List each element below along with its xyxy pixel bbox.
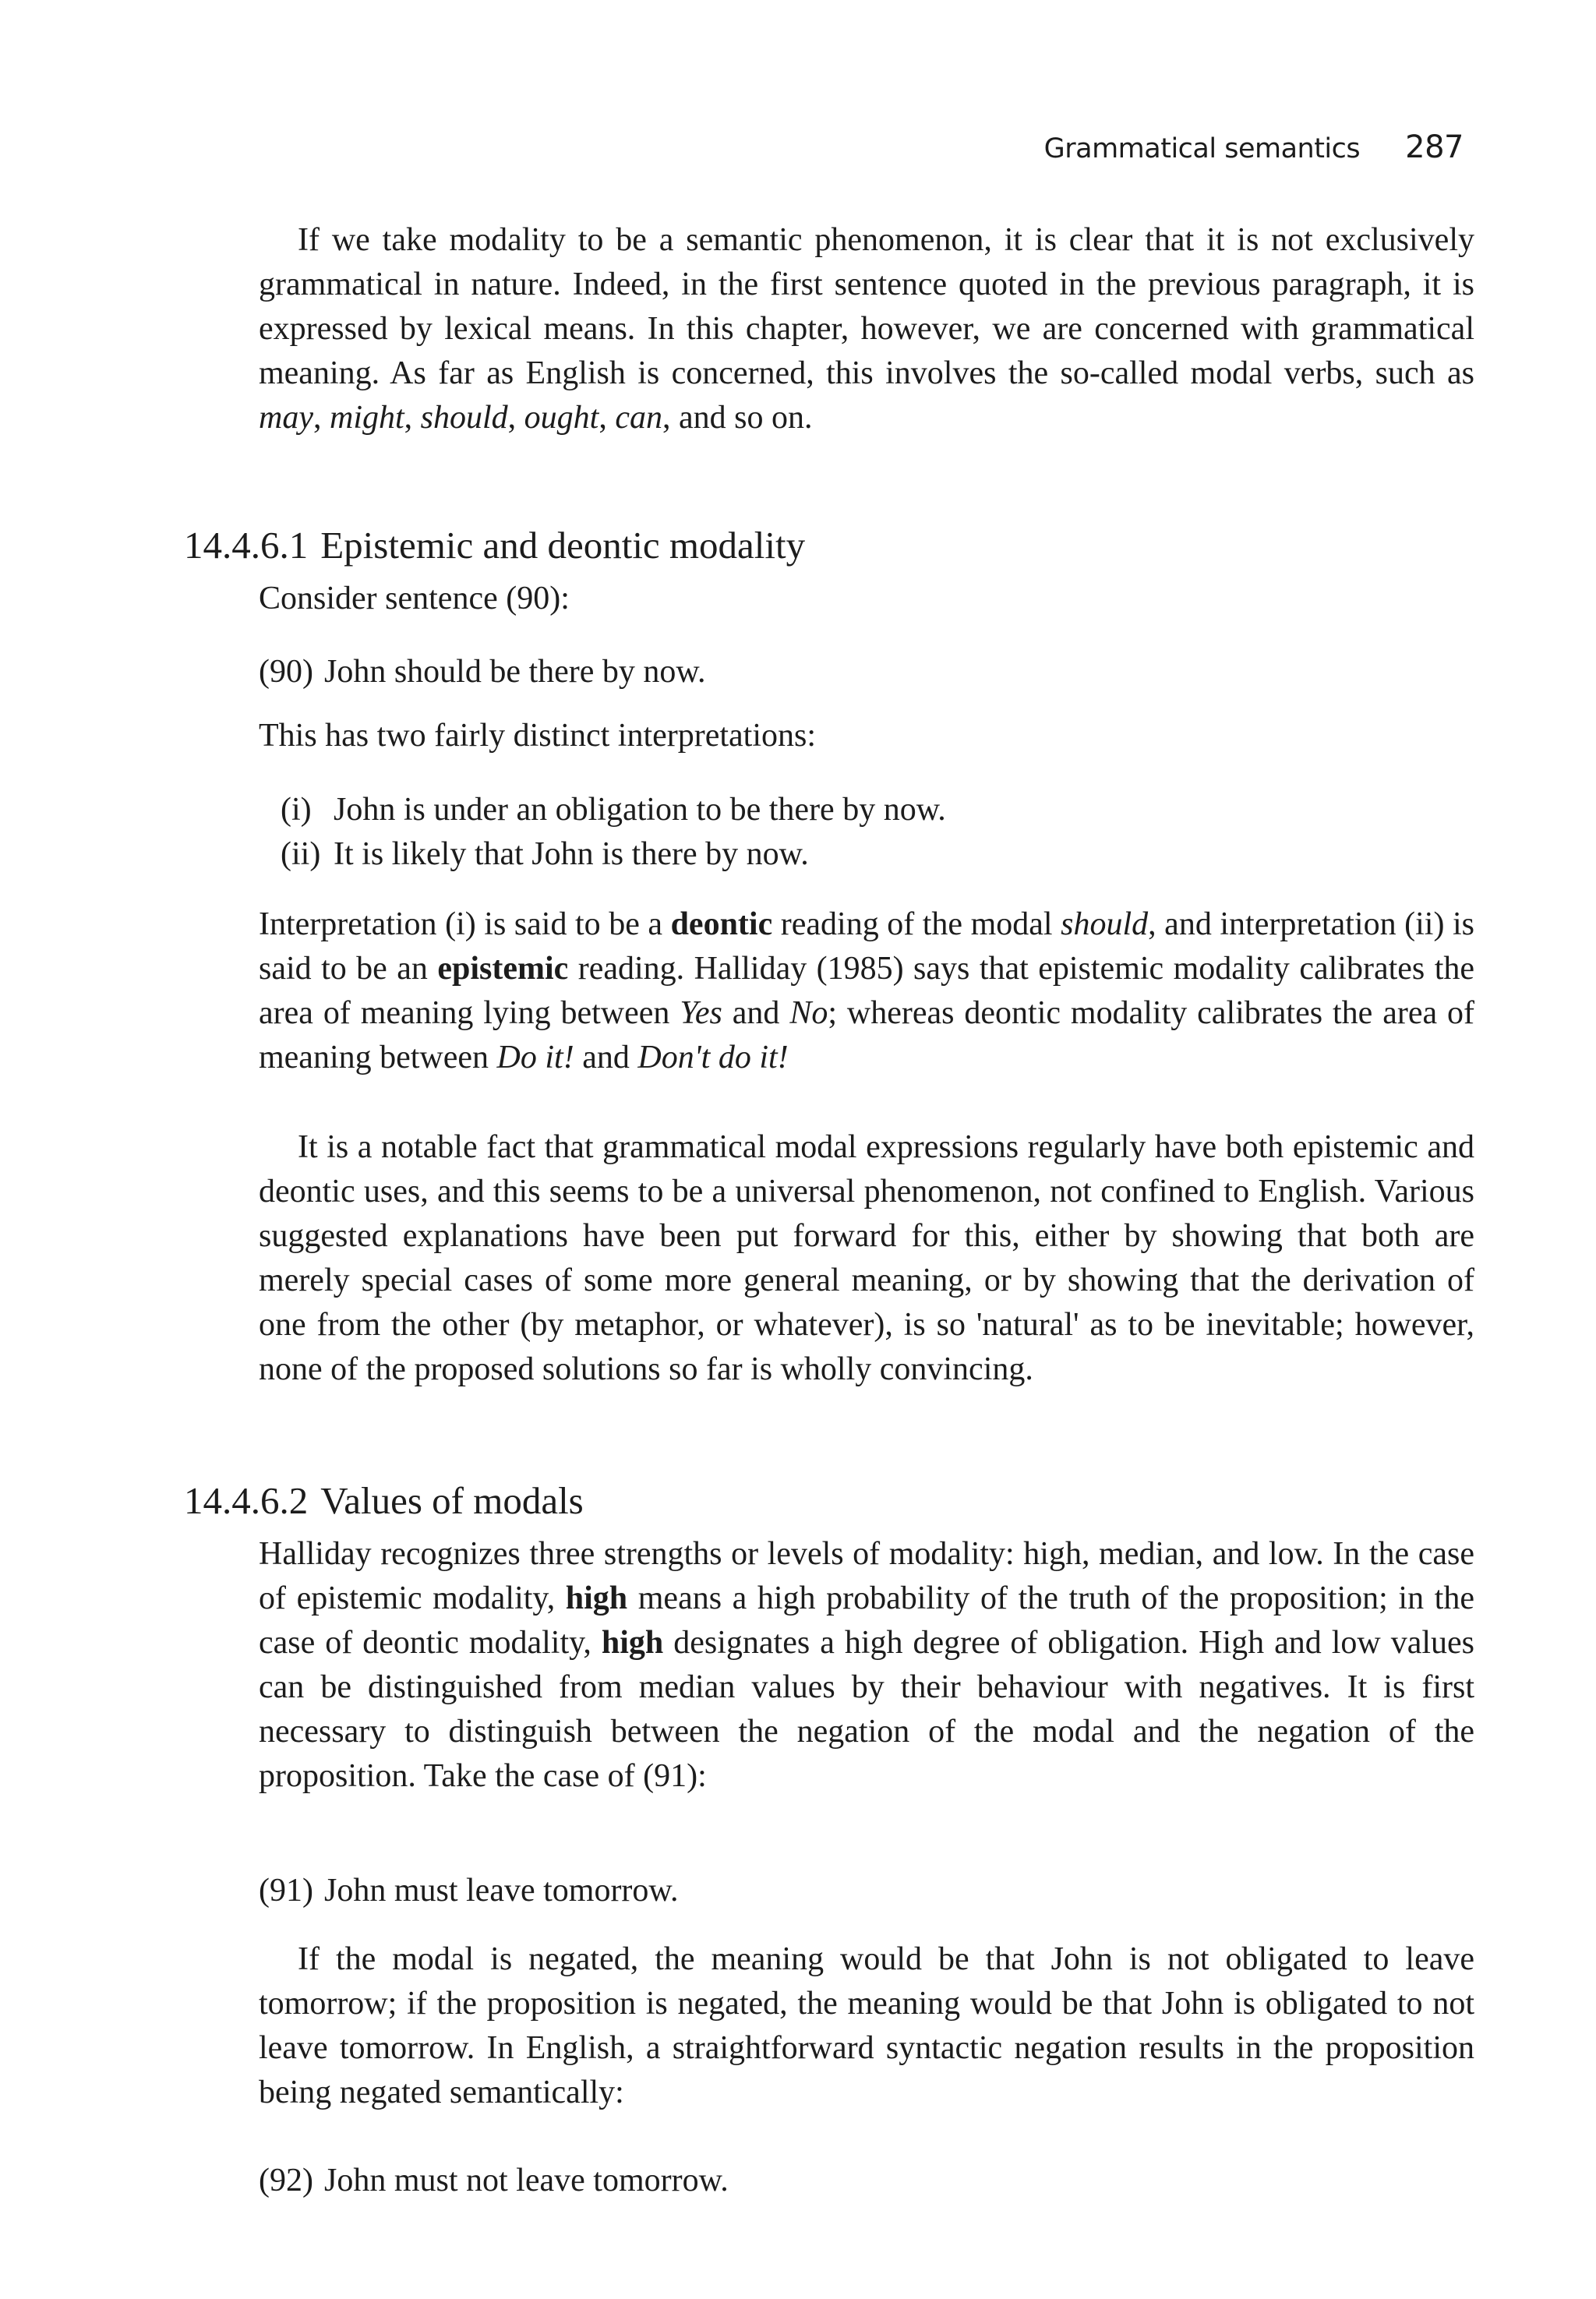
example-number: (92): [259, 2163, 313, 2198]
italic-do-it: Do it!: [496, 1040, 574, 1075]
interpretation-label: (ii): [281, 836, 321, 872]
running-head-title: Grammatical semantics: [1043, 133, 1361, 164]
interpretation-text: John is under an obligation to be there by now.: [334, 792, 946, 828]
para2-text: and: [722, 995, 790, 1031]
interpretation-label: (i): [281, 792, 312, 828]
paragraph-values-of-modals: [259, 1532, 1474, 1799]
section-title: Epistemic and deontic modality: [320, 524, 806, 567]
paragraph-modality-intro: [259, 218, 1474, 440]
term-deontic: deontic: [670, 906, 773, 942]
para1-end: , and so on.: [662, 400, 813, 436]
paragraph-negation: [259, 1937, 1474, 2115]
para2-text: reading. Halliday (1985) says that epistemic modality calibrates the area of meaning lying between: [259, 951, 1475, 1031]
para2-text: ; whereas deontic modality calibrates the area of meaning between: [259, 995, 1475, 1075]
para2-text: and: [574, 1040, 638, 1075]
italic-no: No: [789, 995, 828, 1031]
section-heading-values-of-modals: [184, 1478, 584, 1524]
interpretation-item: [281, 832, 809, 877]
modal-should: should: [420, 400, 508, 436]
interpretations-intro-text: This has two fairly distinct interpretations:: [259, 718, 817, 754]
example-number: (91): [259, 1873, 313, 1909]
interpretations-intro: [259, 714, 1474, 758]
term-high: high: [601, 1625, 664, 1661]
section-number: 14.4.6.1: [184, 524, 309, 567]
para4-text: designates a high degree of obligation. High and low values can be distinguished from median values by their behaviour with negatives. It is first necessary to distinguish between the negation of the modal and the negation of the proposition. Take the case of (91):: [259, 1625, 1474, 1794]
para1-sep: ,: [312, 400, 330, 436]
consider-sentence-90: [259, 577, 1474, 621]
italic-yes: Yes: [680, 995, 722, 1031]
para1-sep: ,: [598, 400, 616, 436]
paragraph-universal-phenomenon: [259, 1125, 1474, 1392]
example-number: (90): [259, 654, 313, 690]
para3-text: It is a notable fact that grammatical modal expressions regularly have both epistemic and deontic uses, and this seems to be a universal phenomenon, not confined to English. Various suggested explanations have been put forward for this, either by showing that both are merely special cases of some more general meaning, or by showing that the derivation of one from the other (by metaphor, or whatever), is so 'natural' as to be inevitable; however, none of the proposed solutions so far is wholly convincing.: [259, 1129, 1474, 1387]
section-heading-epistemic-deontic: [184, 522, 805, 569]
para1-sep: ,: [404, 400, 421, 436]
para2-text: reading of the modal: [772, 906, 1061, 942]
term-high: high: [565, 1580, 628, 1616]
paragraph-deontic-epistemic: [259, 902, 1474, 1080]
example-text: John must leave tomorrow.: [323, 1873, 679, 1909]
para4-text: Halliday recognizes three strengths or levels of modality: high, median, and low. In the case of epistemic modality,: [259, 1536, 1474, 1616]
para2-text: , and interpretation (ii) is said to be an: [259, 906, 1474, 987]
para5-text: If the modal is negated, the meaning would be that John is not obligated to leave tomorrow; if the proposition is negated, the meaning would be that John is obligated to not leave tomorrow. In English, a straightforward syntactic negation results in the proposition being negated semantically:: [259, 1941, 1474, 2110]
interpretation-item: [281, 788, 946, 832]
page-number: 287: [1405, 129, 1464, 165]
section-number: 14.4.6.2: [184, 1479, 309, 1522]
modal-can: can: [615, 400, 662, 436]
interpretation-text: It is likely that John is there by now.: [334, 836, 809, 872]
para1-text: If we take modality to be a semantic phenomenon, it is clear that it is not exclusively grammatical in nature. Indeed, in the first sentence quoted in the previous paragraph, it is expressed by lexical means. In this chapter, however, we are concerned with grammatical meaning. As far as English is concerned, this involves the so-called modal verbs, such as: [259, 222, 1474, 391]
italic-should: should: [1061, 906, 1149, 942]
term-epistemic: epistemic: [437, 951, 569, 987]
example-90: [259, 650, 706, 694]
section-title: Values of modals: [320, 1479, 584, 1522]
example-text: John should be there by now.: [323, 654, 706, 690]
italic-dont-do-it: Don't do it!: [637, 1040, 789, 1075]
modal-ought: ought: [524, 400, 599, 436]
modal-might: might: [329, 400, 404, 436]
para2-text: Interpretation (i) is said to be a: [259, 906, 671, 942]
consider-text: Consider sentence (90):: [259, 581, 570, 616]
modal-may: may: [259, 400, 313, 436]
para4-text: means a high probability of the truth of the proposition; in the case of deontic modality,: [259, 1580, 1474, 1661]
example-91: [259, 1869, 679, 1913]
para1-sep: ,: [507, 400, 524, 436]
running-head: [1044, 129, 1464, 165]
example-92: [259, 2159, 729, 2203]
example-text: John must not leave tomorrow.: [323, 2163, 729, 2198]
